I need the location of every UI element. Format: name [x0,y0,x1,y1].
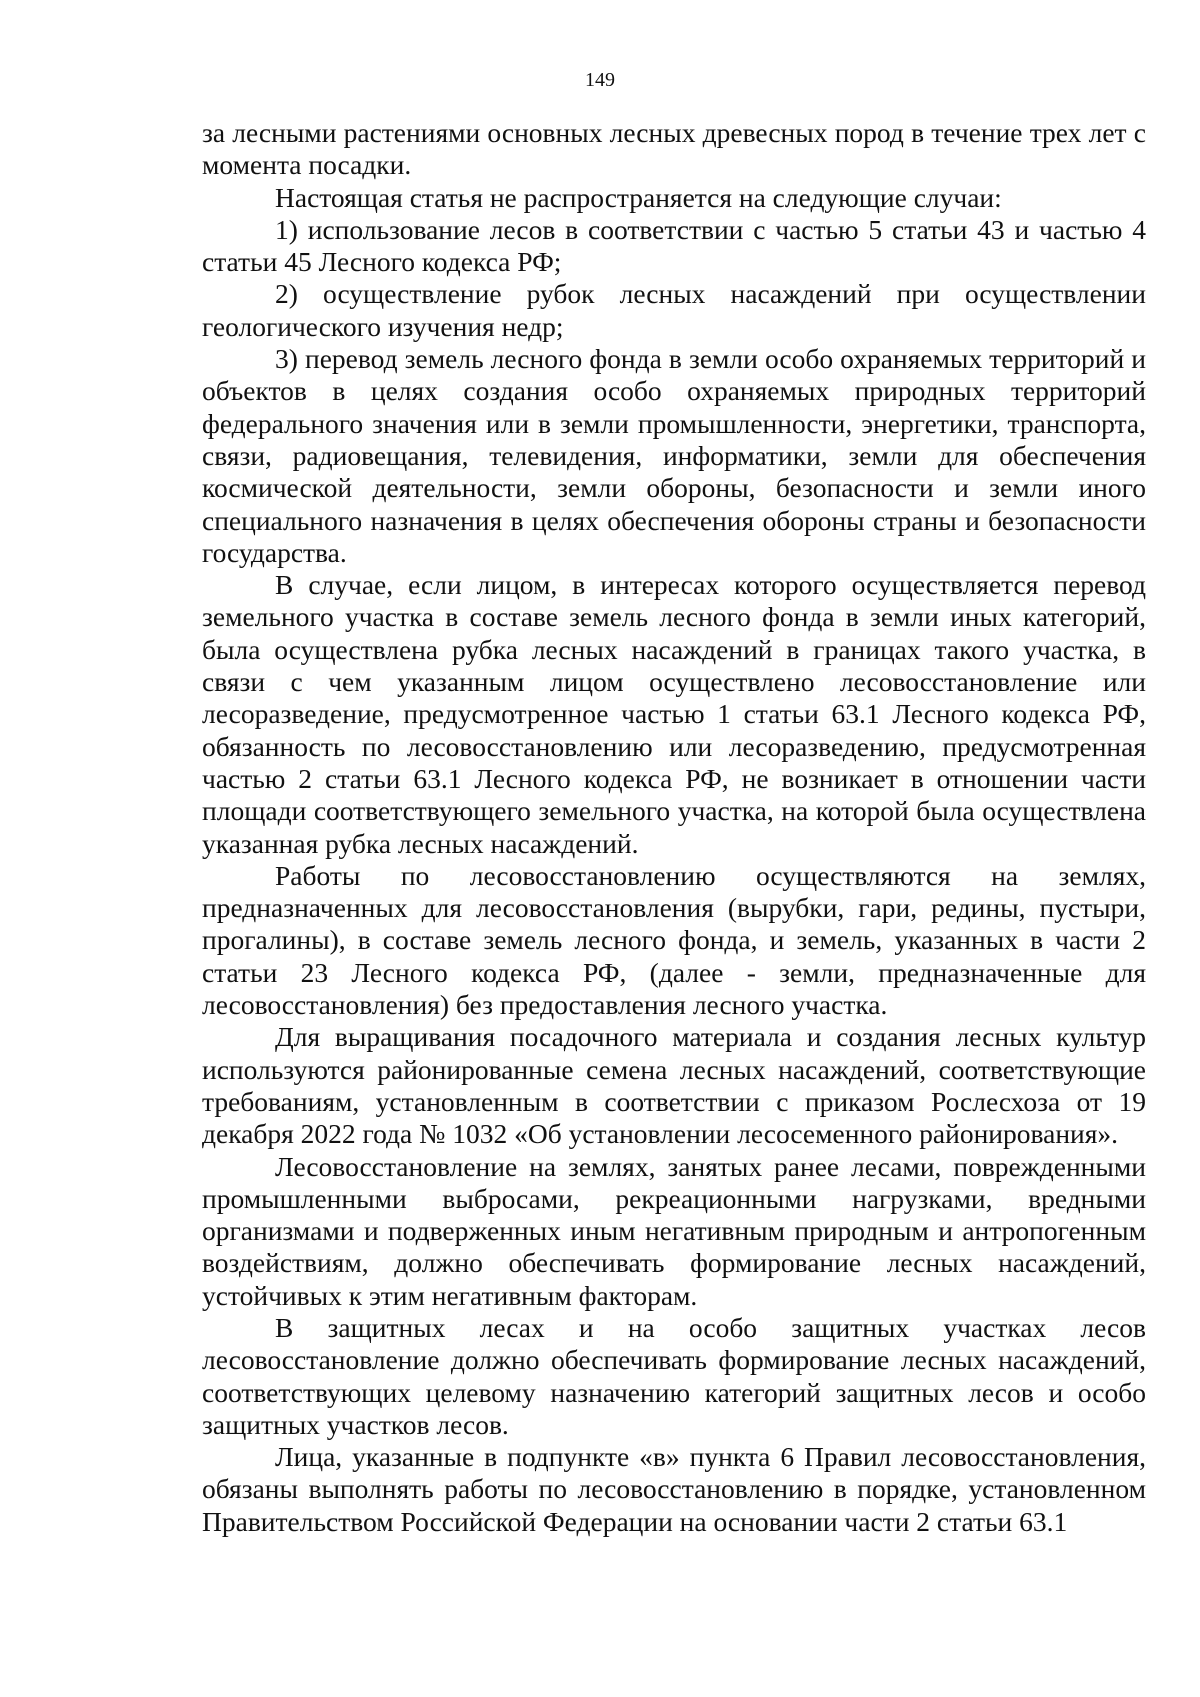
list-item-exception-2: 2) осуществление рубок лесных насаждений при осуществлении геологического изучения недр; [202,278,1146,342]
paragraph-seeds: Для выращивания посадочного материала и создания лесных культур используются районированные семена лесных насаждений, соответствующие требованиям, установленным в соответствии с приказом Рослесхоза от 19 декабря 2022 года № 1032 «Об установлении лесосеменного районирования». [202,1021,1146,1150]
paragraph-exceptions-intro: Настоящая статья не распространяется на следующие случаи: [275,181,1002,213]
list-item-exception-1: 1) использование лесов в соответствии с частью 5 статьи 43 и частью 4 статьи 45 Лесного кодекса РФ; [202,213,1146,278]
list-item-exception-3: 3) перевод земель лесного фонда в земли особо охраняемых территорий и объектов в целях создания особо охраняемых природных территорий федерального значения или в земли промышленности, энергетики, транспорта, связи, радиовещания, телевидения, информатики, земли для обеспечения космической деятельности, земли обороны, безопасности и земли иного специального назначения в целях обеспечения обороны страны и безопасности государства. [202,343,1146,568]
paragraph-protective-forests: В защитных лесах и на особо защитных участках лесов лесовосстановление должно обеспечивать формирование лесных насаждений, соответствующих целевому назначению категорий защитных лесов и особо защитных участков лесов. [202,1311,1146,1440]
paragraph-continuation: за лесными растениями основных лесных древесных пород в течение трех лет с момента посадки. [202,117,1146,181]
paragraph-damaged-forests: Лесовосстановление на землях, занятых ранее лесами, поврежденными промышленными выбросами, рекреационными нагрузками, вредными организмами и подверженных иным негативным природным и антропогенным воздействиям, должно обеспечивать формирование лесных насаждений, устойчивых к этим негативным факторам. [202,1150,1146,1311]
paragraph-works: Работы по лесовосстановлению осуществляются на землях, предназначенных для лесовосстановления (вырубки, гари, редины, пустыри, прогалины), в составе земель лесного фонда, и земель, указанных в части 2 статьи 23 Лесного кодекса РФ, (далее - земли, предназначенные для лесовосстановления) без предоставления лесного участка. [202,859,1146,1021]
paragraph-persons: Лица, указанные в подпункте «в» пункта 6 Правил лесовосстановления, обязаны выполнять работы по лесовосстановлению в порядке, установленном Правительством Российской Федерации на основании части 2 статьи 63.1 [202,1441,1146,1537]
page-number: 149 [585,69,615,91]
document-body [202,117,1146,1538]
paragraph-land-transfer: В случае, если лицом, в интересах которого осуществляется перевод земельного участка в составе земель лесного фонда в земли иных категорий, была осуществлена рубка лесных насаждений в границах такого участка, в связи с чем указанным лицом осуществлено лесовосстановление или лесоразведение, предусмотренное частью 1 статьи 63.1 Лесного кодекса РФ, обязанность по лесовосстановлению или лесоразведению, предусмотренная частью 2 статьи 63.1 Лесного кодекса РФ, не возникает в отношении части площади соответствующего земельного участка, на которой была осуществлена указанная рубка лесных насаждений. [202,569,1146,859]
